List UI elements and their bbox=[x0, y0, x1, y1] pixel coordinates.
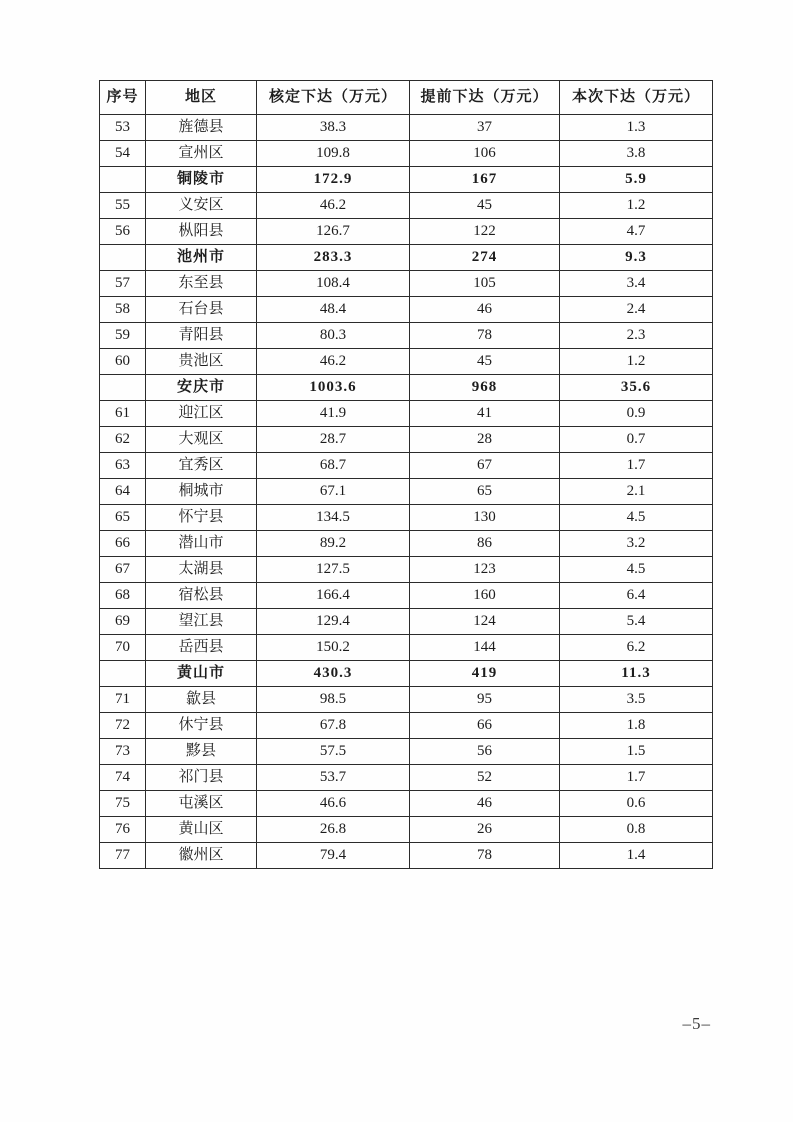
cell-region: 石台县 bbox=[146, 297, 257, 323]
cell-advance: 52 bbox=[410, 765, 560, 791]
page-number: –5– bbox=[682, 1014, 711, 1033]
table-row bbox=[100, 193, 713, 219]
cell-current: 0.7 bbox=[560, 427, 713, 453]
cell-no: 61 bbox=[100, 401, 146, 427]
cell-current: 3.4 bbox=[560, 271, 713, 297]
cell-region: 大观区 bbox=[146, 427, 257, 453]
cell-region: 黄山市 bbox=[146, 661, 257, 687]
cell-current: 4.5 bbox=[560, 505, 713, 531]
cell-no bbox=[100, 245, 146, 271]
cell-approved: 98.5 bbox=[257, 687, 410, 713]
cell-approved: 68.7 bbox=[257, 453, 410, 479]
cell-advance: 65 bbox=[410, 479, 560, 505]
cell-advance: 66 bbox=[410, 713, 560, 739]
table-row bbox=[100, 401, 713, 427]
table-row bbox=[100, 453, 713, 479]
cell-advance: 86 bbox=[410, 531, 560, 557]
cell-region: 宣州区 bbox=[146, 141, 257, 167]
cell-no: 75 bbox=[100, 791, 146, 817]
cell-region: 迎江区 bbox=[146, 401, 257, 427]
cell-advance: 45 bbox=[410, 193, 560, 219]
cell-no: 74 bbox=[100, 765, 146, 791]
cell-no: 72 bbox=[100, 713, 146, 739]
table-row bbox=[100, 765, 713, 791]
cell-current: 1.2 bbox=[560, 349, 713, 375]
cell-approved: 80.3 bbox=[257, 323, 410, 349]
table-row bbox=[100, 583, 713, 609]
cell-approved: 172.9 bbox=[257, 167, 410, 193]
cell-no bbox=[100, 167, 146, 193]
cell-advance: 46 bbox=[410, 791, 560, 817]
table-row bbox=[100, 609, 713, 635]
cell-no: 67 bbox=[100, 557, 146, 583]
city-subtotal-row bbox=[100, 245, 713, 271]
table-row bbox=[100, 297, 713, 323]
cell-current: 4.7 bbox=[560, 219, 713, 245]
cell-no: 54 bbox=[100, 141, 146, 167]
cell-approved: 41.9 bbox=[257, 401, 410, 427]
cell-current: 6.2 bbox=[560, 635, 713, 661]
cell-region: 休宁县 bbox=[146, 713, 257, 739]
column-header-no: 序号 bbox=[100, 81, 146, 115]
cell-current: 1.5 bbox=[560, 739, 713, 765]
cell-region: 祁门县 bbox=[146, 765, 257, 791]
cell-advance: 28 bbox=[410, 427, 560, 453]
cell-no: 65 bbox=[100, 505, 146, 531]
cell-current: 9.3 bbox=[560, 245, 713, 271]
table-row bbox=[100, 531, 713, 557]
cell-no: 58 bbox=[100, 297, 146, 323]
cell-approved: 430.3 bbox=[257, 661, 410, 687]
allocation-table-header bbox=[100, 81, 713, 115]
cell-current: 2.3 bbox=[560, 323, 713, 349]
cell-approved: 150.2 bbox=[257, 635, 410, 661]
cell-advance: 130 bbox=[410, 505, 560, 531]
cell-approved: 79.4 bbox=[257, 843, 410, 869]
cell-advance: 106 bbox=[410, 141, 560, 167]
cell-advance: 78 bbox=[410, 323, 560, 349]
cell-no: 55 bbox=[100, 193, 146, 219]
cell-region: 潜山市 bbox=[146, 531, 257, 557]
cell-advance: 41 bbox=[410, 401, 560, 427]
cell-advance: 144 bbox=[410, 635, 560, 661]
cell-region: 贵池区 bbox=[146, 349, 257, 375]
cell-no: 62 bbox=[100, 427, 146, 453]
cell-region: 望江县 bbox=[146, 609, 257, 635]
cell-advance: 123 bbox=[410, 557, 560, 583]
cell-approved: 134.5 bbox=[257, 505, 410, 531]
cell-advance: 37 bbox=[410, 115, 560, 141]
cell-region: 黟县 bbox=[146, 739, 257, 765]
cell-current: 1.8 bbox=[560, 713, 713, 739]
city-subtotal-row bbox=[100, 661, 713, 687]
cell-advance: 67 bbox=[410, 453, 560, 479]
cell-no: 56 bbox=[100, 219, 146, 245]
cell-current: 3.5 bbox=[560, 687, 713, 713]
cell-advance: 274 bbox=[410, 245, 560, 271]
cell-approved: 89.2 bbox=[257, 531, 410, 557]
cell-region: 黄山区 bbox=[146, 817, 257, 843]
cell-advance: 95 bbox=[410, 687, 560, 713]
cell-approved: 38.3 bbox=[257, 115, 410, 141]
cell-advance: 124 bbox=[410, 609, 560, 635]
table-row bbox=[100, 479, 713, 505]
cell-region: 铜陵市 bbox=[146, 167, 257, 193]
cell-advance: 78 bbox=[410, 843, 560, 869]
column-header-approved: 核定下达（万元） bbox=[257, 81, 410, 115]
cell-region: 枞阳县 bbox=[146, 219, 257, 245]
cell-approved: 1003.6 bbox=[257, 375, 410, 401]
cell-approved: 283.3 bbox=[257, 245, 410, 271]
cell-no: 70 bbox=[100, 635, 146, 661]
cell-current: 11.3 bbox=[560, 661, 713, 687]
cell-region: 池州市 bbox=[146, 245, 257, 271]
cell-advance: 419 bbox=[410, 661, 560, 687]
cell-approved: 46.2 bbox=[257, 349, 410, 375]
cell-no: 63 bbox=[100, 453, 146, 479]
table-row bbox=[100, 713, 713, 739]
cell-current: 6.4 bbox=[560, 583, 713, 609]
cell-region: 太湖县 bbox=[146, 557, 257, 583]
cell-region: 屯溪区 bbox=[146, 791, 257, 817]
cell-region: 歙县 bbox=[146, 687, 257, 713]
cell-approved: 48.4 bbox=[257, 297, 410, 323]
cell-no: 77 bbox=[100, 843, 146, 869]
cell-current: 1.7 bbox=[560, 765, 713, 791]
city-subtotal-row bbox=[100, 375, 713, 401]
cell-approved: 26.8 bbox=[257, 817, 410, 843]
cell-advance: 968 bbox=[410, 375, 560, 401]
cell-approved: 166.4 bbox=[257, 583, 410, 609]
cell-no: 76 bbox=[100, 817, 146, 843]
cell-approved: 67.8 bbox=[257, 713, 410, 739]
cell-approved: 129.4 bbox=[257, 609, 410, 635]
cell-approved: 127.5 bbox=[257, 557, 410, 583]
cell-advance: 122 bbox=[410, 219, 560, 245]
cell-no: 69 bbox=[100, 609, 146, 635]
header-row bbox=[100, 81, 713, 115]
cell-no: 71 bbox=[100, 687, 146, 713]
cell-approved: 109.8 bbox=[257, 141, 410, 167]
cell-current: 1.2 bbox=[560, 193, 713, 219]
table-row bbox=[100, 219, 713, 245]
cell-no: 57 bbox=[100, 271, 146, 297]
cell-no: 59 bbox=[100, 323, 146, 349]
table-row bbox=[100, 635, 713, 661]
cell-approved: 46.6 bbox=[257, 791, 410, 817]
cell-current: 1.4 bbox=[560, 843, 713, 869]
table-row bbox=[100, 687, 713, 713]
cell-current: 5.9 bbox=[560, 167, 713, 193]
cell-region: 旌德县 bbox=[146, 115, 257, 141]
table-row bbox=[100, 739, 713, 765]
cell-approved: 46.2 bbox=[257, 193, 410, 219]
cell-current: 3.2 bbox=[560, 531, 713, 557]
table-row bbox=[100, 115, 713, 141]
column-header-current: 本次下达（万元） bbox=[560, 81, 713, 115]
cell-no: 60 bbox=[100, 349, 146, 375]
cell-current: 5.4 bbox=[560, 609, 713, 635]
cell-region: 宜秀区 bbox=[146, 453, 257, 479]
cell-no bbox=[100, 375, 146, 401]
cell-approved: 108.4 bbox=[257, 271, 410, 297]
table-row bbox=[100, 323, 713, 349]
city-subtotal-row bbox=[100, 167, 713, 193]
cell-region: 怀宁县 bbox=[146, 505, 257, 531]
table-row bbox=[100, 349, 713, 375]
cell-approved: 126.7 bbox=[257, 219, 410, 245]
cell-current: 2.1 bbox=[560, 479, 713, 505]
cell-current: 0.8 bbox=[560, 817, 713, 843]
cell-no: 66 bbox=[100, 531, 146, 557]
cell-approved: 57.5 bbox=[257, 739, 410, 765]
cell-current: 1.3 bbox=[560, 115, 713, 141]
cell-region: 宿松县 bbox=[146, 583, 257, 609]
cell-advance: 105 bbox=[410, 271, 560, 297]
cell-region: 义安区 bbox=[146, 193, 257, 219]
table-row bbox=[100, 817, 713, 843]
cell-no: 64 bbox=[100, 479, 146, 505]
allocation-table-body bbox=[100, 115, 713, 869]
cell-current: 0.9 bbox=[560, 401, 713, 427]
table-row bbox=[100, 427, 713, 453]
cell-approved: 28.7 bbox=[257, 427, 410, 453]
table-row bbox=[100, 791, 713, 817]
table-row bbox=[100, 141, 713, 167]
cell-current: 2.4 bbox=[560, 297, 713, 323]
cell-approved: 53.7 bbox=[257, 765, 410, 791]
cell-no: 73 bbox=[100, 739, 146, 765]
cell-advance: 167 bbox=[410, 167, 560, 193]
cell-current: 0.6 bbox=[560, 791, 713, 817]
cell-region: 徽州区 bbox=[146, 843, 257, 869]
cell-current: 4.5 bbox=[560, 557, 713, 583]
table-row bbox=[100, 271, 713, 297]
cell-no: 68 bbox=[100, 583, 146, 609]
cell-advance: 160 bbox=[410, 583, 560, 609]
cell-advance: 45 bbox=[410, 349, 560, 375]
cell-current: 35.6 bbox=[560, 375, 713, 401]
cell-region: 桐城市 bbox=[146, 479, 257, 505]
column-header-advance: 提前下达（万元） bbox=[410, 81, 560, 115]
cell-no: 53 bbox=[100, 115, 146, 141]
cell-current: 1.7 bbox=[560, 453, 713, 479]
cell-region: 青阳县 bbox=[146, 323, 257, 349]
table-row bbox=[100, 843, 713, 869]
cell-approved: 67.1 bbox=[257, 479, 410, 505]
cell-current: 3.8 bbox=[560, 141, 713, 167]
cell-region: 东至县 bbox=[146, 271, 257, 297]
table-row bbox=[100, 557, 713, 583]
cell-no bbox=[100, 661, 146, 687]
column-header-region: 地区 bbox=[146, 81, 257, 115]
cell-advance: 56 bbox=[410, 739, 560, 765]
cell-region: 岳西县 bbox=[146, 635, 257, 661]
cell-advance: 46 bbox=[410, 297, 560, 323]
table-row bbox=[100, 505, 713, 531]
cell-region: 安庆市 bbox=[146, 375, 257, 401]
allocation-table bbox=[99, 80, 713, 869]
cell-advance: 26 bbox=[410, 817, 560, 843]
